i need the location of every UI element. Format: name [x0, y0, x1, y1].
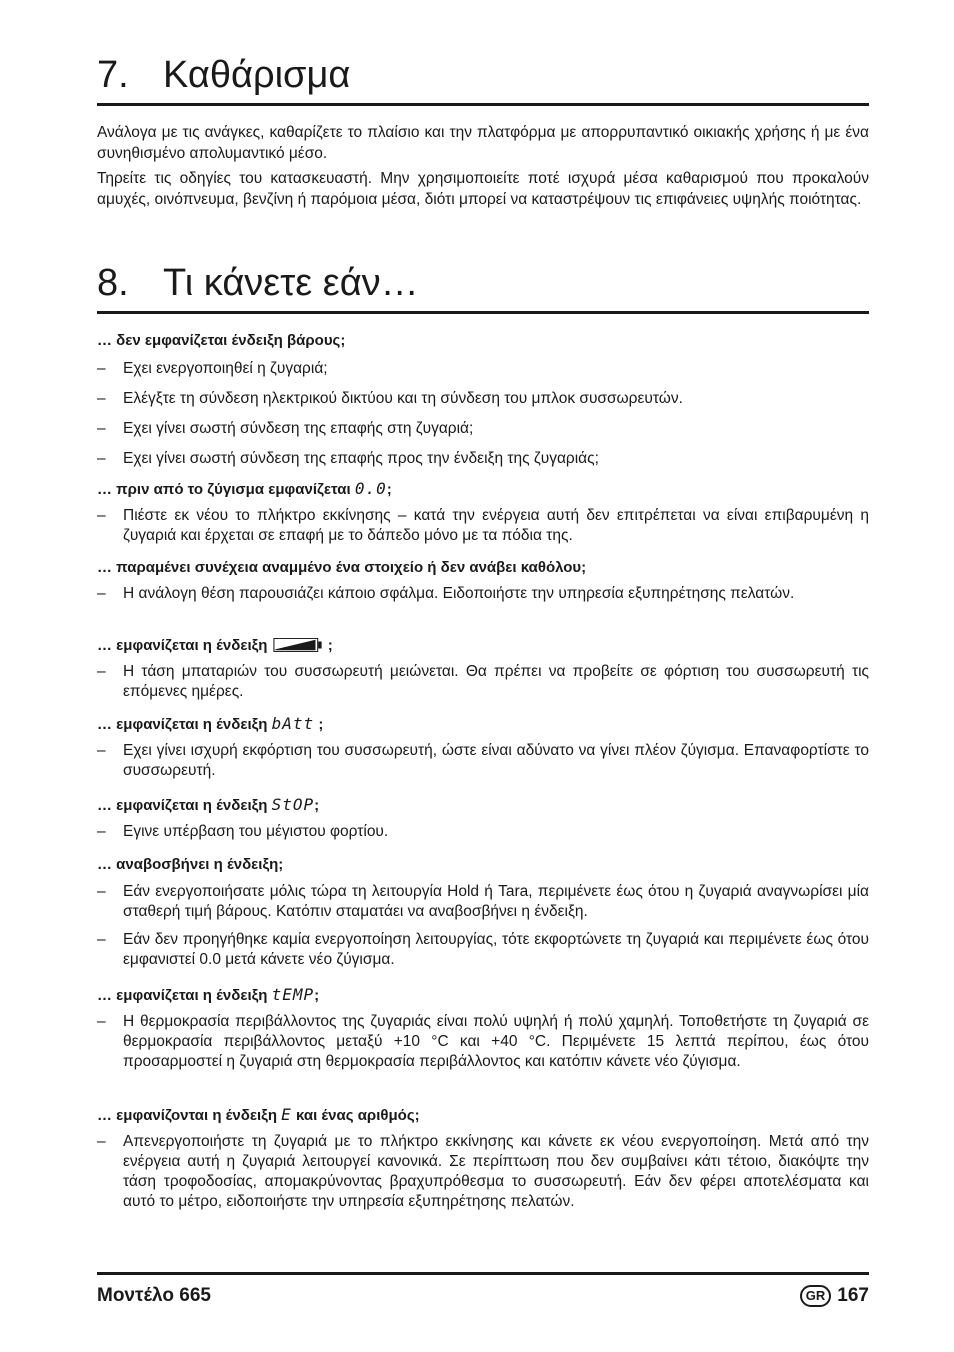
faq-answer: – Εάν δεν προηγήθηκε καμία ενεργοποίηση λειτουργίας, τότε εκφορτώνετε τη ζυγαριά και περιμένετε έως ότου εμφανιστεί 0.0 μετά κάνετε νέο ζύγισμα.	[97, 931, 869, 968]
faq-answer: – Η τάση μπαταριών του συσσωρευτή μειώνεται. Θα πρέπει να προβείτε σε φόρτιση του συσσωρευτή τις επόμενες ημέρες.	[97, 663, 869, 700]
section-8-title: Τι κάνετε εάν…	[163, 262, 419, 304]
faq-question: … εμφανίζεται η ένδειξη bAtt ;	[97, 714, 324, 733]
faq-question: … αναβοσβήνει η ένδειξη;	[97, 856, 284, 873]
faq-answer: – Εχει γίνει ισχυρή εκφόρτιση του συσσωρευτή, ώστε είναι αδύνατο να γίνει πλέον ζύγισμα. Επαναφορτίστε το συσσωρευτή.	[97, 742, 869, 779]
faq-answer: – Εχει ενεργοποιηθεί η ζυγαριά;	[97, 360, 328, 377]
faq-answer: – Η θερμοκρασία περιβάλλοντος της ζυγαριάς είναι πολύ υψηλή ή πολύ χαμηλή. Τοποθετήστε τη ζυγαριά σε θερμοκρασία περιβάλλοντος μεταξύ +10 °C και +40 °C. Περιμένετε 15 λεπτά περίπου, έως ότου προσαρμοστεί η ζυγαριά στη θερμοκρασία περιβάλλοντος και κατόπιν κάνετε νέο ζύγισμα.	[97, 1013, 869, 1070]
page-indicator	[800, 1285, 869, 1307]
faq-question: … εμφανίζεται η ένδειξη StOP;	[97, 795, 320, 814]
model-name: Μοντέλο 665	[97, 1285, 211, 1306]
faq-answer: – Εάν ενεργοποιήσατε μόλις τώρα τη λειτουργία Hold ή Tara, περιμένετε έως ότου η ζυγαριά αναγνωρίσει μία σταθερή τιμή βάρους. Κατόπιν σταματάει να αναβοσβήνει η ένδειξη.	[97, 883, 869, 920]
section-7-heading	[97, 53, 869, 106]
page-number: 167	[837, 1285, 869, 1306]
country-badge: GR	[800, 1285, 832, 1307]
faq-group	[97, 636, 869, 702]
faq-answer: – Εγινε υπέρβαση του μέγιστου φορτίου.	[97, 823, 389, 840]
lcd-display-temp: tEMP	[271, 985, 315, 1004]
section-7-paragraph: Τηρείτε τις οδηγίες του κατασκευαστή. Μην χρησιμοποιείτε ποτέ ισχυρά μέσα καθαρισμού που προκαλούν αμυχές, οινόπνευμα, βενζίνη ή παρόμοια μέσα, διότι μπορεί να καταστρέψουν τις επιφάνειες υψηλής ποιότητας.	[97, 170, 869, 208]
faq-group	[97, 714, 869, 781]
page-footer	[97, 1272, 869, 1306]
faq-answer: – Ελέγξτε τη σύνδεση ηλεκτρικού δικτύου και τη σύνδεση του μπλοκ συσσωρευτών.	[97, 390, 683, 407]
faq-group	[97, 855, 869, 970]
section-7-number: 7.	[97, 54, 129, 96]
faq-answer: – Η ανάλογη θέση παρουσιάζει κάποιο σφάλμα. Ειδοποιήστε την υπηρεσία εξυπηρέτησης πελατών.	[97, 585, 795, 602]
section-8-number: 8.	[97, 262, 129, 304]
faq-group	[97, 331, 869, 469]
section-7-paragraph: Ανάλογα με τις ανάγκες, καθαρίζετε το πλαίσιο και την πλατφόρμα με απορρυπαντικό οικιακής χρήσης ή με ένα συνηθισμένο απολυμαντικό μέσο.	[97, 124, 869, 162]
lcd-display-stop: StOP	[271, 795, 315, 814]
faq-question: … δεν εμφανίζεται ένδειξη βάρους;	[97, 332, 346, 349]
battery-low-icon	[272, 638, 324, 652]
faq-answer: – Απενεργοποιήστε τη ζυγαριά με το πλήκτρο εκκίνησης και κάνετε εκ νέου ενεργοποίηση. Μετά από την ενέργεια αυτή η ζυγαριά λειτουργεί κανονικά. Σε περίπτωση που δεν συμβαίνει κάτι τέτοιο, διακόψτε την τάση τροφοδοσίας, απομακρύνοντας βραχυπρόθεσμα το συσσωρευτή. Εάν δεν φέρει αποτελέσματα και αυτό το μέτρο, ειδοποιήστε την υπηρεσία εξυπηρέτησης πελατών.	[97, 1133, 869, 1210]
section-8-heading	[97, 261, 869, 314]
faq-group	[97, 558, 869, 604]
faq-question: … πριν από το ζύγισμα εμφανίζεται 0.0;	[97, 479, 392, 498]
lcd-display-error: E	[281, 1105, 292, 1124]
faq-group	[97, 795, 869, 842]
faq-answer: – Εχει γίνει σωστή σύνδεση της επαφής στη ζυγαριά;	[97, 420, 474, 437]
faq-question: … εμφανίζονται η ένδειξη E και ένας αριθμός;	[97, 1105, 420, 1124]
faq-answer: – Πιέστε εκ νέου το πλήκτρο εκκίνησης – κατά την ενέργεια αυτή δεν επιτρέπεται να είναι επιβαρυμένη η ζυγαριά και έρχεται σε επαφή με το δάπεδο μόνο με τα πόδια της.	[97, 507, 869, 544]
faq-question: … εμφανίζεται η ένδειξη tEMP;	[97, 985, 320, 1004]
faq-question: … εμφανίζεται η ένδειξη ;	[97, 637, 333, 654]
lcd-display-batt: bAtt	[271, 714, 315, 733]
section-7-title: Καθάρισμα	[163, 54, 351, 96]
lcd-display-zero: 0.0	[354, 479, 387, 498]
section-7-body	[97, 122, 869, 210]
faq-question: … παραμένει συνέχεια αναμμένο ένα στοιχείο ή δεν ανάβει καθόλου;	[97, 559, 587, 576]
faq-group	[97, 479, 869, 546]
faq-group	[97, 1105, 869, 1212]
faq-answer: – Εχει γίνει σωστή σύνδεση της επαφής προς την ένδειξη της ζυγαριάς;	[97, 450, 599, 467]
faq-group	[97, 985, 869, 1072]
